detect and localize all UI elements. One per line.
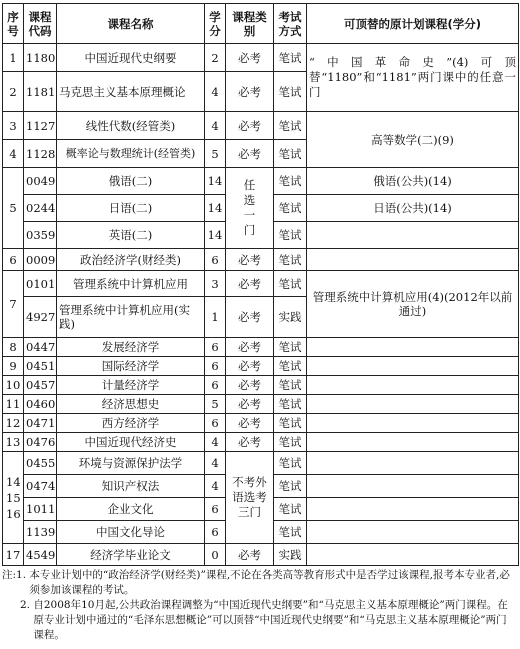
table-row bbox=[3, 544, 519, 566]
cell-seq: 5 bbox=[3, 168, 24, 249]
cell-credit: 5 bbox=[205, 395, 226, 414]
cell-code: 0009 bbox=[24, 249, 57, 271]
cell-name: 经济思想史 bbox=[57, 395, 205, 414]
footnote-prefix: 注: bbox=[2, 569, 17, 581]
cell-seq: 4 bbox=[3, 140, 24, 168]
cell-credit: 1 bbox=[205, 297, 226, 338]
table-row bbox=[3, 395, 519, 414]
cell-type: 必考 bbox=[226, 72, 274, 112]
cell-name: 俄语(二) bbox=[57, 168, 205, 195]
course-table bbox=[2, 3, 519, 566]
cell-credit: 4 bbox=[205, 433, 226, 452]
table-row bbox=[3, 249, 519, 271]
table-row bbox=[3, 112, 519, 140]
cell-exam: 笔试 bbox=[274, 195, 307, 222]
cell-name: 管理系统中计算机应用 bbox=[57, 271, 205, 297]
table-row bbox=[3, 433, 519, 452]
cell-type: 必考 bbox=[226, 338, 274, 357]
cell-exam: 笔试 bbox=[274, 140, 307, 168]
cell-name: 经济学毕业论文 bbox=[57, 544, 205, 566]
cell-name: 发展经济学 bbox=[57, 338, 205, 357]
cell-exam: 笔试 bbox=[274, 338, 307, 357]
table-row bbox=[3, 414, 519, 433]
cell-replace-empty bbox=[307, 376, 519, 395]
cell-seq: 1 bbox=[3, 44, 24, 72]
cell-replace-empty bbox=[307, 395, 519, 414]
table-row bbox=[3, 452, 519, 475]
cell-code: 1128 bbox=[24, 140, 57, 168]
cell-type: 必考 bbox=[226, 271, 274, 297]
cell-replace-empty bbox=[307, 544, 519, 566]
header-type: 课程类别 bbox=[226, 4, 274, 44]
cell-seq: 2 bbox=[3, 72, 24, 112]
cell-exam: 笔试 bbox=[274, 475, 307, 498]
cell-replace-empty bbox=[307, 521, 519, 544]
cell-credit: 14 bbox=[205, 222, 226, 249]
cell-type: 必考 bbox=[226, 297, 274, 338]
cell-exam: 笔试 bbox=[274, 249, 307, 271]
cell-type: 必考 bbox=[226, 433, 274, 452]
cell-code: 1181 bbox=[24, 72, 57, 112]
cell-name: 西方经济学 bbox=[57, 414, 205, 433]
table-row bbox=[3, 357, 519, 376]
table-row bbox=[3, 168, 519, 195]
header-credit: 学分 bbox=[205, 4, 226, 44]
cell-replace-empty bbox=[307, 498, 519, 521]
cell-code: 0471 bbox=[24, 414, 57, 433]
cell-replace-empty bbox=[307, 249, 519, 271]
footnote-2 bbox=[2, 598, 514, 643]
cell-name: 概率论与数理统计(经管类) bbox=[57, 140, 205, 168]
cell-credit: 14 bbox=[205, 168, 226, 195]
cell-exam: 笔试 bbox=[274, 376, 307, 395]
cell-credit: 4 bbox=[205, 72, 226, 112]
cell-name: 中国近现代经济史 bbox=[57, 433, 205, 452]
header-exam: 考试方式 bbox=[274, 4, 307, 44]
cell-exam: 笔试 bbox=[274, 498, 307, 521]
cell-name: 环境与资源保护法学 bbox=[57, 452, 205, 475]
cell-exam: 笔试 bbox=[274, 521, 307, 544]
cell-seq: 3 bbox=[3, 112, 24, 140]
cell-exam: 笔试 bbox=[274, 112, 307, 140]
cell-name: 企业文化 bbox=[57, 498, 205, 521]
cell-code: 0101 bbox=[24, 271, 57, 297]
cell-type: 必考 bbox=[226, 249, 274, 271]
cell-name: 计量经济学 bbox=[57, 376, 205, 395]
cell-name: 中国近现代史纲要 bbox=[57, 44, 205, 72]
cell-name: 中国文化导论 bbox=[57, 521, 205, 544]
table-row bbox=[3, 271, 519, 297]
cell-replace-empty bbox=[307, 414, 519, 433]
cell-replace: 日语(公共)(14) bbox=[307, 195, 519, 222]
cell-seq: 12 bbox=[3, 414, 24, 433]
cell-exam: 实践 bbox=[274, 297, 307, 338]
cell-credit: 6 bbox=[205, 521, 226, 544]
footnote-2-number: 2. bbox=[20, 599, 34, 611]
cell-name: 管理系统中计算机应用(实践) bbox=[57, 297, 205, 338]
cell-exam: 笔试 bbox=[274, 414, 307, 433]
cell-exam: 笔试 bbox=[274, 395, 307, 414]
cell-replace-empty bbox=[307, 222, 519, 249]
footnote-1-number: 1. bbox=[16, 569, 30, 581]
cell-name: 知识产权法 bbox=[57, 475, 205, 498]
cell-credit: 14 bbox=[205, 195, 226, 222]
footnotes bbox=[2, 568, 514, 643]
header-row bbox=[3, 4, 519, 44]
cell-replace: “中国革命史”(4)可顶替“1180”和“1181”两门课中的任意一门 bbox=[307, 44, 519, 112]
cell-name: 马克思主义基本原理概论 bbox=[57, 72, 205, 112]
cell-credit: 3 bbox=[205, 271, 226, 297]
cell-credit: 6 bbox=[205, 249, 226, 271]
cell-code: 1011 bbox=[24, 498, 57, 521]
cell-type: 必考 bbox=[226, 140, 274, 168]
cell-replace-empty bbox=[307, 475, 519, 498]
cell-replace-empty bbox=[307, 433, 519, 452]
cell-code: 0359 bbox=[24, 222, 57, 249]
cell-replace: 高等数学(二)(9) bbox=[307, 112, 519, 168]
cell-seq: 10 bbox=[3, 376, 24, 395]
cell-credit: 6 bbox=[205, 376, 226, 395]
cell-exam: 笔试 bbox=[274, 168, 307, 195]
cell-type: 必考 bbox=[226, 112, 274, 140]
cell-type: 任选一门 bbox=[226, 168, 274, 249]
cell-code: 0455 bbox=[24, 452, 57, 475]
cell-seq: 6 bbox=[3, 249, 24, 271]
cell-name: 国际经济学 bbox=[57, 357, 205, 376]
cell-code: 0476 bbox=[24, 433, 57, 452]
cell-replace-empty bbox=[307, 452, 519, 475]
cell-code: 4549 bbox=[24, 544, 57, 566]
cell-credit: 4 bbox=[205, 475, 226, 498]
cell-seq: 8 bbox=[3, 338, 24, 357]
cell-replace-empty bbox=[307, 357, 519, 376]
cell-code: 0244 bbox=[24, 195, 57, 222]
cell-seq: 11 bbox=[3, 395, 24, 414]
cell-seq: 14 15 16 bbox=[3, 452, 24, 544]
cell-type: 必考 bbox=[226, 395, 274, 414]
cell-exam: 笔试 bbox=[274, 357, 307, 376]
cell-code: 0447 bbox=[24, 338, 57, 357]
cell-type: 必考 bbox=[226, 357, 274, 376]
cell-exam: 笔试 bbox=[274, 433, 307, 452]
cell-exam: 实践 bbox=[274, 544, 307, 566]
cell-code: 0451 bbox=[24, 357, 57, 376]
cell-name: 政治经济学(财经类) bbox=[57, 249, 205, 271]
cell-credit: 0 bbox=[205, 544, 226, 566]
cell-exam: 笔试 bbox=[274, 271, 307, 297]
cell-credit: 2 bbox=[205, 44, 226, 72]
cell-exam: 笔试 bbox=[274, 44, 307, 72]
cell-code: 1139 bbox=[24, 521, 57, 544]
cell-replace: 管理系统中计算机应用(4)(2012年以前通过) bbox=[307, 271, 519, 338]
cell-replace-empty bbox=[307, 338, 519, 357]
cell-code: 0049 bbox=[24, 168, 57, 195]
cell-exam: 笔试 bbox=[274, 452, 307, 475]
cell-credit: 6 bbox=[205, 414, 226, 433]
cell-credit: 6 bbox=[205, 357, 226, 376]
cell-credit: 4 bbox=[205, 452, 226, 475]
cell-type: 不考外语选考三门 bbox=[226, 452, 274, 544]
cell-replace: 俄语(公共)(14) bbox=[307, 168, 519, 195]
cell-code: 0457 bbox=[24, 376, 57, 395]
cell-credit: 6 bbox=[205, 498, 226, 521]
table-row bbox=[3, 338, 519, 357]
cell-name: 日语(二) bbox=[57, 195, 205, 222]
cell-type: 必考 bbox=[226, 44, 274, 72]
footnote-2-text: 自2008年10月起,公共政治课程调整为“中国近现代史纲要”和“马克思主义基本原理概论”两门课程。在原专业计划中通过的“毛泽东思想概论”可以顶替“中国近现代史纲要”和“马克思主义基本原理概论”两门课程。 bbox=[33, 599, 508, 641]
cell-type: 必考 bbox=[226, 544, 274, 566]
header-replace: 可顶替的原计划课程(学分) bbox=[307, 4, 519, 44]
footnote-1-text: 本专业计划中的“政治经济学(财经类)”课程,不论在各类高等教育形式中是否学过该课程,报考本专业者,必须参加该课程的考试。 bbox=[29, 569, 510, 596]
cell-credit: 4 bbox=[205, 112, 226, 140]
cell-name: 线性代数(经管类) bbox=[57, 112, 205, 140]
cell-credit: 5 bbox=[205, 140, 226, 168]
cell-seq: 7 bbox=[3, 271, 24, 338]
header-name: 课程名称 bbox=[57, 4, 205, 44]
table-row bbox=[3, 44, 519, 72]
cell-type: 必考 bbox=[226, 376, 274, 395]
cell-seq: 9 bbox=[3, 357, 24, 376]
header-code: 课程代码 bbox=[24, 4, 57, 44]
cell-exam: 笔试 bbox=[274, 222, 307, 249]
cell-exam: 笔试 bbox=[274, 72, 307, 112]
cell-code: 0474 bbox=[24, 475, 57, 498]
cell-seq: 17 bbox=[3, 544, 24, 566]
cell-code: 1127 bbox=[24, 112, 57, 140]
table-row bbox=[3, 376, 519, 395]
cell-seq: 13 bbox=[3, 433, 24, 452]
cell-code: 4927 bbox=[24, 297, 57, 338]
footnote-1 bbox=[2, 568, 514, 598]
cell-type: 必考 bbox=[226, 414, 274, 433]
cell-credit: 6 bbox=[205, 338, 226, 357]
cell-name: 英语(二) bbox=[57, 222, 205, 249]
cell-code: 0460 bbox=[24, 395, 57, 414]
header-seq: 序号 bbox=[3, 4, 24, 44]
cell-code: 1180 bbox=[24, 44, 57, 72]
